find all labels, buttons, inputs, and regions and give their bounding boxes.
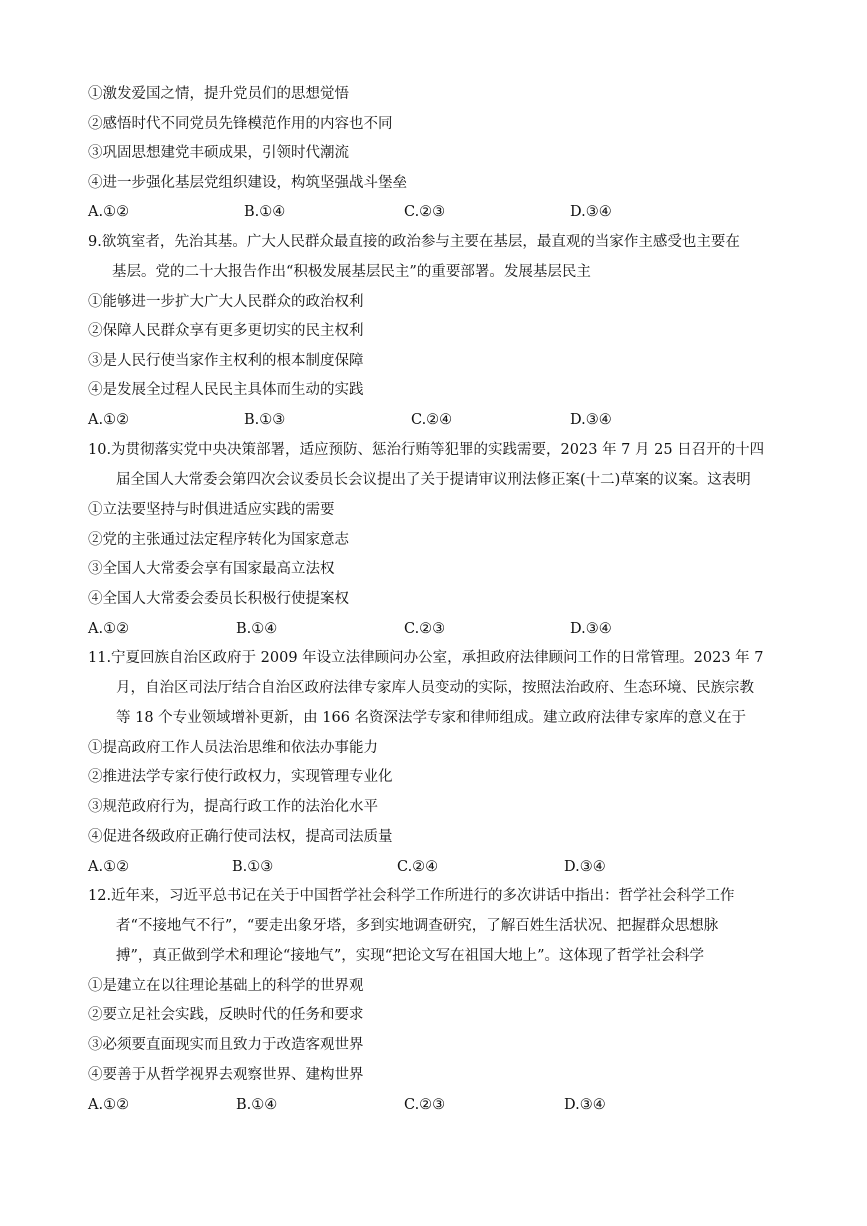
q9-item-1: ①能够进一步扩大广大人民群众的政治权利 xyxy=(88,294,364,310)
q11-option-c: C.②④ xyxy=(397,859,439,875)
q12-stem-line-1: 12.近年来，习近平总书记在关于中国哲学社会科学工作所进行的多次讲话中指出：哲学社会科学工作 xyxy=(88,888,735,904)
q9-option-a: A.①② xyxy=(88,412,130,428)
q8-item-1: ①激发爱国之情，提升党员们的思想觉悟 xyxy=(88,86,349,102)
q8-item-4: ④进一步强化基层党组织建设，构筑坚强战斗堡垒 xyxy=(88,175,407,191)
q12-stem-line-2: 者“不接地气不行”，“要走出象牙塔，多到实地调查研究，了解百姓生活状况、把握群众思想脉 xyxy=(116,918,719,934)
q10-option-c: C.②③ xyxy=(404,621,446,637)
q12-option-d: D.③④ xyxy=(564,1097,606,1113)
q11-option-a: A.①② xyxy=(88,859,130,875)
q9-item-2: ②保障人民群众享有更多更切实的民主权利 xyxy=(88,323,364,339)
q8-option-b: B.①④ xyxy=(244,204,286,220)
q10-option-a: A.①② xyxy=(88,621,130,637)
q11-item-3: ③规范政府行为，提高行政工作的法治化水平 xyxy=(88,799,378,815)
q9-item-3: ③是人民行使当家作主权利的根本制度保障 xyxy=(88,353,364,369)
q9-item-4: ④是发展全过程人民民主具体而生动的实践 xyxy=(88,382,364,398)
q11-stem-line-2: 月，自治区司法厅结合自治区政府法律专家库人员变动的实际，按照法治政府、生态环境、民族宗教 xyxy=(116,680,754,696)
q11-item-2: ②推进法学专家行使行政权力，实现管理专业化 xyxy=(88,769,393,785)
q8-item-2: ②感悟时代不同党员先锋模范作用的内容也不同 xyxy=(88,116,393,132)
q10-item-1: ①立法要坚持与时俱进适应实践的需要 xyxy=(88,502,335,518)
q10-option-d: D.③④ xyxy=(570,621,612,637)
q12-option-c: C.②③ xyxy=(404,1097,446,1113)
q9-stem-line-2: 基层。党的二十大报告作出“积极发展基层民主”的重要部署。发展基层民主 xyxy=(112,264,591,280)
q9-stem-line-1: 9.欲筑室者，先治其基。广大人民群众最直接的政治参与主要在基层，最直观的当家作主感受也主要在 xyxy=(88,234,740,250)
q8-item-3: ③巩固思想建党丰硕成果，引领时代潮流 xyxy=(88,145,349,161)
q10-item-4: ④全国人大常委会委员长积极行使提案权 xyxy=(88,591,349,607)
q8-option-d: D.③④ xyxy=(570,204,612,220)
q10-option-b: B.①④ xyxy=(236,621,278,637)
q12-item-4: ④要善于从哲学视界去观察世界、建构世界 xyxy=(88,1067,364,1083)
q10-stem-line-2: 届全国人大常委会第四次会议委员长会议提出了关于提请审议刑法修正案(十二)草案的议案。这表明 xyxy=(116,472,751,488)
q11-option-d: D.③④ xyxy=(564,859,606,875)
q12-item-1: ①是建立在以往理论基础上的科学的世界观 xyxy=(88,978,364,994)
q11-option-b: B.①③ xyxy=(232,859,274,875)
q12-stem-line-3: 搏”，真正做到学术和理论“接地气”，实现“把论文写在祖国大地上”。这体现了哲学社会科学 xyxy=(116,948,705,964)
q9-option-c: C.②④ xyxy=(411,412,453,428)
q10-item-3: ③全国人大常委会享有国家最高立法权 xyxy=(88,561,335,577)
q8-option-a: A.①② xyxy=(88,204,130,220)
q8-option-c: C.②③ xyxy=(404,204,446,220)
q12-option-b: B.①④ xyxy=(236,1097,278,1113)
q12-option-a: A.①② xyxy=(88,1097,130,1113)
q9-option-b: B.①③ xyxy=(244,412,286,428)
q11-item-1: ①提高政府工作人员法治思维和依法办事能力 xyxy=(88,740,378,756)
q11-item-4: ④促进各级政府正确行使司法权，提高司法质量 xyxy=(88,829,393,845)
q10-item-2: ②党的主张通过法定程序转化为国家意志 xyxy=(88,532,349,548)
q12-item-2: ②要立足社会实践，反映时代的任务和要求 xyxy=(88,1007,364,1023)
q12-item-3: ③必须要直面现实而且致力于改造客观世界 xyxy=(88,1037,364,1053)
q11-stem-line-1: 11.宁夏回族自治区政府于 2009 年设立法律顾问办公室，承担政府法律顾问工作的日常管理。2023 年 7 xyxy=(88,650,764,666)
q10-stem-line-1: 10.为贯彻落实党中央决策部署，适应预防、惩治行贿等犯罪的实践需要，2023 年 7 月 25 日召开的十四 xyxy=(88,442,765,458)
q9-option-d: D.③④ xyxy=(570,412,612,428)
q11-stem-line-3: 等 18 个专业领域增补更新，由 166 名资深法学专家和律师组成。建立政府法律专家库的意义在于 xyxy=(116,710,747,726)
